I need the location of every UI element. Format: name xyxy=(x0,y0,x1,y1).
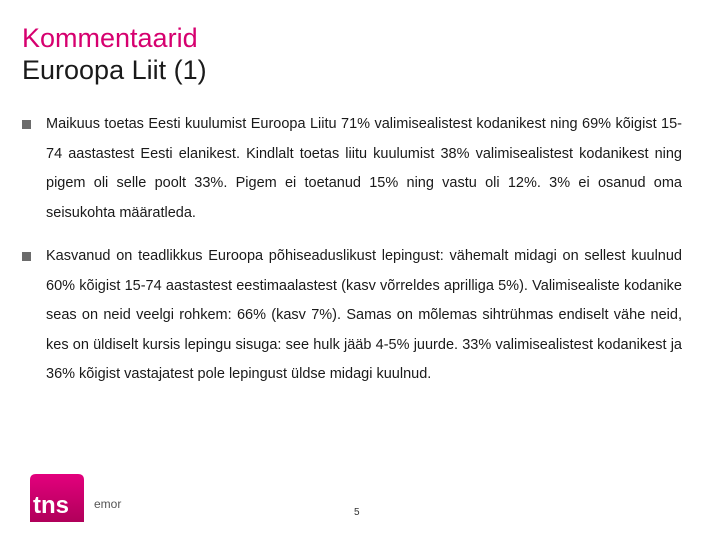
page-subtitle: Euroopa Liit (1) xyxy=(22,55,207,85)
tns-logo-text: tns xyxy=(33,492,69,519)
page-title: Kommentaarid xyxy=(22,23,198,53)
tns-logo-icon xyxy=(24,466,94,526)
bullet-item xyxy=(22,242,682,390)
bullet-text: Maikuus toetas Eesti kuulumist Euroopa Liitu 71% valimisealistest kodanikest ning 69% kõigist 15-74 aastastest Eesti elanikest. Kindlalt toetas liitu kuulumist 38% valimisealistest kodanikest ning pigem oli selle poolt 33%. Pigem ei toetanud 15% ning vastu oli 12%. 3% ei osanud oma seisukohta määratleda. xyxy=(46,116,682,221)
tns-emor-logo xyxy=(24,466,120,526)
square-bullet-icon xyxy=(22,120,31,129)
bullet-item xyxy=(22,110,682,228)
logo-emor-text: emor xyxy=(94,497,122,511)
page-number: 5 xyxy=(354,507,360,518)
square-bullet-icon xyxy=(22,252,31,261)
title-block xyxy=(22,22,207,86)
bullet-list xyxy=(22,110,682,390)
bullet-text: Kasvanud on teadlikkus Euroopa põhiseaduslikust lepingust: vähemalt midagi on sellest kuulnud 60% kõigist 15-74 aastastest eestimaalastest (kasv võrreldes aprilliga 5%). Valimisealiste kodanike seas on neid veelgi rohkem: 66% (kasv 7%). Samas on mõlemas sihtrühmas endiselt vähe neid, kes on üldiselt kursis lepingu sisuga: see hulk jääb 4-5% juurde. 33% valimisealistest kodanikest ja 36% kõigist vastajatest pole lepingust üldse midagi kuulnud. xyxy=(46,248,682,382)
